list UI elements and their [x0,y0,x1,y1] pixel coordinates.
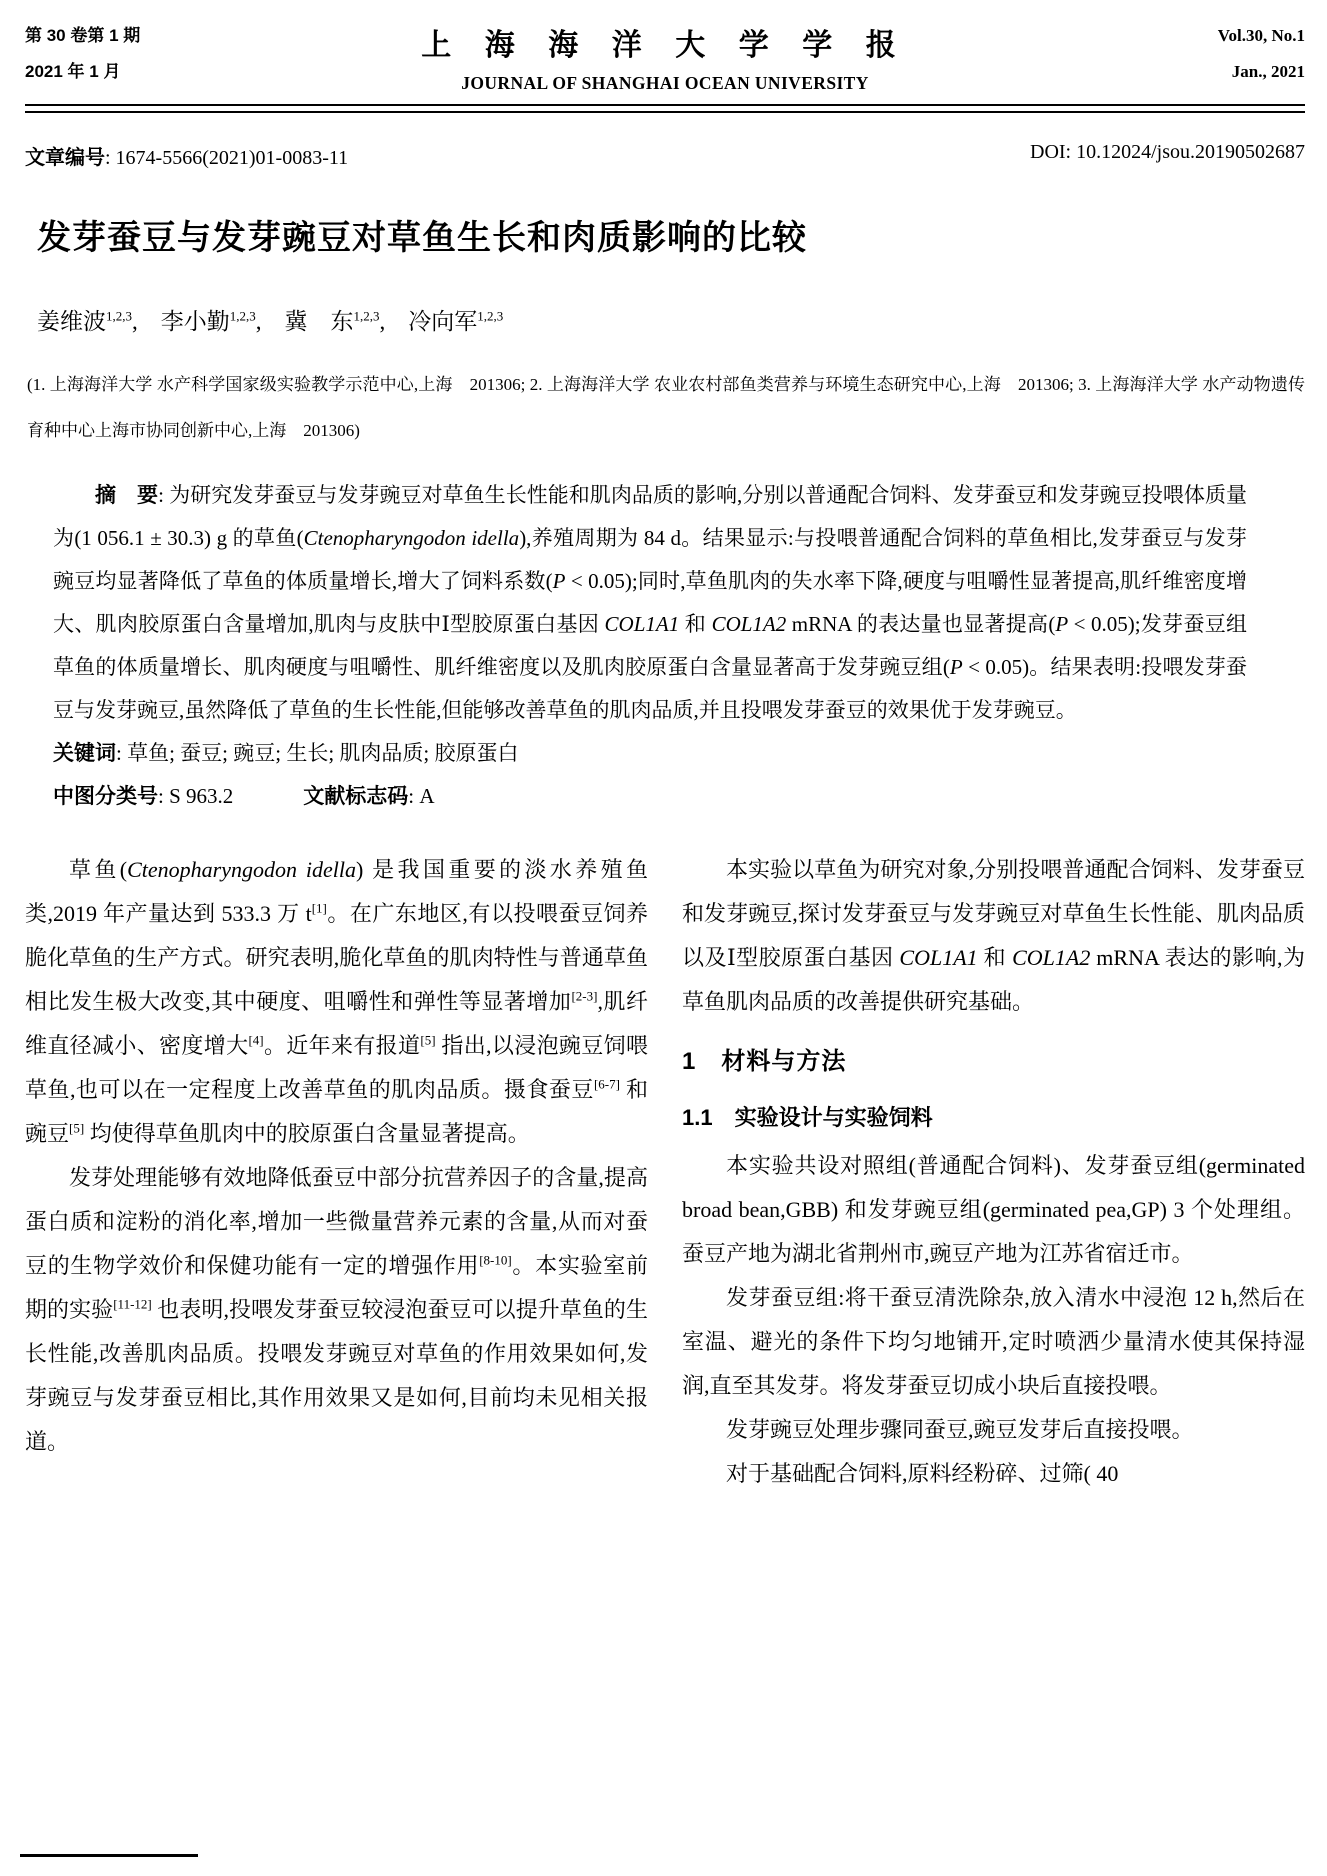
body-paragraph: 发芽蚕豆组:将干蚕豆清洗除杂,放入清水中浸泡 12 h,然后在室温、避光的条件下均匀地铺开,定时喷洒少量清水使其保持湿润,直至其发芽。将发芽蚕豆切成小块后直接投喂。 [682,1285,1305,1398]
clc-value: : S 963.2 [158,784,234,808]
article-number-value: : 1674-5566(2021)01-0083-11 [105,147,349,169]
doc-code-label: 文献标志码 [303,785,409,808]
author-name: 冷向军$^{1,2,3}$ [408,308,504,334]
author-name: 李小勤$^{1,2,3}$, [160,308,285,334]
article-meta [25,141,1305,170]
left-column [25,848,648,1496]
date-cn: 2021 年 1 月 [25,62,121,81]
issue-date-en: Jan., 2021 [1231,62,1305,81]
header-left [25,18,255,90]
abstract-paragraph [53,474,1247,732]
header-divider [25,104,1305,113]
journal-title-en: JOURNAL OF SHANGHAI OCEAN UNIVERSITY [461,73,869,93]
affiliations: (1. 上海海洋大学 水产科学国家级实验教学示范中心,上海 201306; 2. 上海海洋大学 农业农村部鱼类营养与环境生态研究中心,上海 201306; 3. 上海海洋大学 水产动物遗传育种中心上海市协同创新中心,上海 201306) [27,375,1305,440]
abstract-block [53,474,1247,818]
keywords-line [53,732,1247,775]
body-paragraph: 发芽豌豆处理步骤同蚕豆,豌豆发芽后直接投喂。 [726,1417,1194,1442]
footnote-divider [20,1854,198,1857]
header-right [1075,18,1305,90]
keywords-label: 关键词 [53,742,116,765]
right-column [682,848,1305,1496]
author-list [37,303,1305,336]
body-paragraph: 发芽处理能够有效地降低蚕豆中部分抗营养因子的含量,提高蛋白质和淀粉的消化率,增加一些微量营养元素的含量,从而对蚕豆的生物学效价和保健功能有一定的增强作用[8-10]。本实验室前期的实验[11-12] 也表明,投喂发芽蚕豆较浸泡蚕豆可以提升草鱼的生长性能,改善肌肉品质。投喂发芽豌豆对草鱼的作用效果如何,发芽豌豆与发芽蚕豆相比,其作用效果又是如何,目前均未见相关报道。 [25,1165,648,1454]
body-paragraph: 本实验共设对照组(普通配合饲料)、发芽蚕豆组(germinated broad bean,GBB) 和发芽豌豆组(germinated pea,GP) 3 个处理组。蚕豆产地为湖北省荆州市,豌豆产地为江苏省宿迁市。 [682,1153,1305,1266]
doi: DOI: 10.12024/jsou.20190502687 [1030,141,1305,163]
body-paragraph: 本实验以草鱼为研究对象,分别投喂普通配合饲料、发芽蚕豆和发芽豌豆,探讨发芽蚕豆与发芽豌豆对草鱼生长性能、肌肉品质以及Ⅰ型胶原蛋白基因 COL1A1 和 COL1A2 mRNA 表达的影响,为草鱼肌肉品质的改善提供研究基础。 [682,857,1305,1014]
body-paragraph: 对于基础配合饲料,原料经粉碎、过筛( 40 [726,1461,1119,1486]
journal-title-cn: 上 海 海 洋 大 学 学 报 [421,29,909,62]
author-name: 冀 东$^{1,2,3}$, [284,308,409,334]
article-number-label: 文章编号 [25,147,105,169]
section-heading: 1 材料与方法 [682,1048,847,1075]
issue-cn: 第 30 卷第 1 期 [25,26,141,45]
article-number [25,141,348,170]
body-paragraph: 草鱼(Ctenopharyngodon idella) 是我国重要的淡水养殖鱼类,2019 年产量达到 533.3 万 t[1]。在广东地区,有以投喂蚕豆饲养脆化草鱼的生产方式。研究表明,脆化草鱼的肌肉特性与普通草鱼相比发生极大改变,其中硬度、咀嚼性和弹性等显著增加[2-3],肌纤维直径减小、密度增大[4]。近年来有报道[5] 指出,以浸泡豌豆饲喂草鱼,也可以在一定程度上改善草鱼的肌肉品质。摄食蚕豆[6-7] 和豌豆[5] 均使得草鱼肌肉中的胶原蛋白含量显著提高。 [25,857,649,1146]
doc-code-value: : A [408,784,435,808]
section-heading: 1.1 实验设计与实验饲料 [682,1105,933,1130]
header-center [255,18,1075,94]
abstract-label: 摘 要 [95,484,159,507]
abstract-text: : 为研究发芽蚕豆与发芽豌豆对草鱼生长性能和肌肉品质的影响,分别以普通配合饲料、发芽蚕豆和发芽豌豆投喂体质量为(1 056.1 ± 30.3) g 的草鱼(Ctenopharyngodon idella),养殖周期为 84 d。结果显示:与投喂普通配合饲料的草鱼相比,发芽蚕豆与发芽豌豆均显著降低了草鱼的体质量增长,增大了饲料系数(P < 0.05);同时,草鱼肌肉的失水率下降,硬度与咀嚼性显著提高,肌纤维密度增大、肌肉胶原蛋白含量增加,肌肉与皮肤中Ⅰ型胶原蛋白基因 COL1A1 和 COL1A2 mRNA 的表达量也显著提高(P < 0.05);发芽蚕豆组草鱼的体质量增长、肌肉硬度与咀嚼性、肌纤维密度以及肌肉胶原蛋白含量显著高于发芽豌豆组(P < 0.05)。结果表明:投喂发芽蚕豆与发芽豌豆,虽然降低了草鱼的生长性能,但能够改善草鱼的肌肉品质,并且投喂发芽蚕豆的效果优于发芽豌豆。 [53,483,1248,722]
author-name: 姜维波$^{1,2,3}$, [37,308,161,334]
article-title: 发芽蚕豆与发芽豌豆对草鱼生长和肉质影响的比较 [37,219,807,257]
clc-label: 中图分类号 [53,785,158,808]
body-columns [25,848,1305,1496]
clc-line [53,775,1247,818]
volume-number: Vol.30, No.1 [1217,26,1305,45]
keywords-text: : 草鱼; 蚕豆; 豌豆; 生长; 肌肉品质; 胶原蛋白 [116,741,519,765]
journal-header [25,18,1305,94]
